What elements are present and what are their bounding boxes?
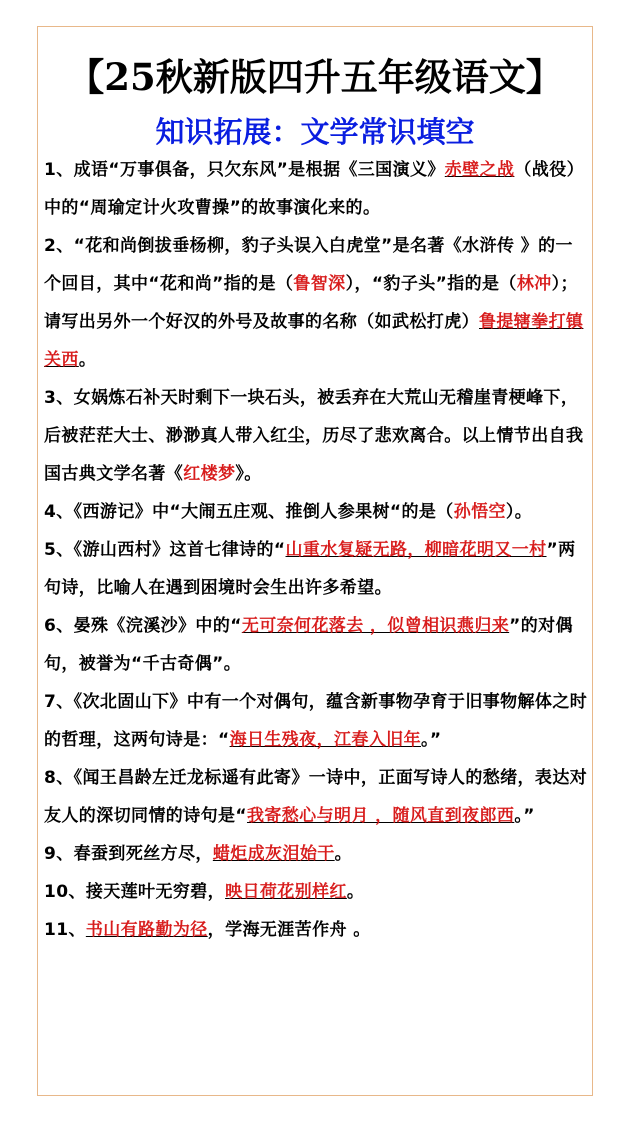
answer-text: 红楼梦 xyxy=(183,464,236,484)
question-list xyxy=(44,151,590,949)
answer-text: 海日生残夜，江春入旧年 xyxy=(229,730,421,750)
page-title: 【25秋新版四升五年级语文】 xyxy=(67,55,563,99)
question-text: 3、女娲炼石补天时剩下一块石头，被丢弃在大荒山无稽崖青梗峰下，后被茫茫大士、渺渺真人带入红尘，历尽了悲欢离合。以上情节出自我国古典文学名著《 xyxy=(44,388,584,484)
list-item xyxy=(44,683,590,759)
answer-text: 映日荷花别样红 xyxy=(225,882,347,902)
question-text: ），“豹子头”指的是（ xyxy=(345,274,517,294)
question-text: 。” xyxy=(420,730,442,750)
list-item xyxy=(44,151,590,227)
answer-text: 鲁智深 xyxy=(293,274,346,294)
list-item xyxy=(44,379,590,493)
answer-text: 无可奈何花落去 ，似曾相识燕归来 xyxy=(241,616,510,636)
question-text: ）；请写出另外一个好汉的外号及故事的名称（如武松打虎） xyxy=(44,274,578,332)
list-item xyxy=(44,227,590,379)
question-text: ）。 xyxy=(505,502,533,522)
answer-text: 林冲 xyxy=(516,274,552,294)
question-text: 》。 xyxy=(235,464,262,484)
question-text: 8、《闻王昌龄左迁龙标遥有此寄》一诗中，正面写诗人的愁绪，表达对友人的深切同情的诗句是“ xyxy=(44,768,588,826)
question-text: ，学海无涯苦作舟 。 xyxy=(207,920,371,940)
answer-text: 我寄愁心与明月 ，随风直到夜郎西 xyxy=(246,806,515,826)
question-text: 10、接天莲叶无穷碧， xyxy=(44,882,226,902)
list-item xyxy=(44,531,590,607)
question-text: 9、春蚕到死丝方尽， xyxy=(44,844,213,864)
question-text: 5、《游山西村》这首七律诗的“ xyxy=(44,540,286,560)
answer-text: 鲁提辖拳打镇关西 xyxy=(44,312,584,370)
list-item xyxy=(44,835,590,873)
list-item xyxy=(44,873,590,911)
question-text: 7、《次北固山下》中有一个对偶句，蕴含新事物孕育于旧事物解体之时的哲理，这两句诗是：“ xyxy=(44,692,588,750)
question-text: 。” xyxy=(514,806,535,826)
question-text: ”的对偶句，被誉为“千古奇偶”。 xyxy=(44,616,573,674)
list-item xyxy=(44,911,590,949)
question-text: ”两句诗，比喻人在遇到困境时会生出许多希望。 xyxy=(44,540,576,598)
list-item xyxy=(44,759,590,835)
question-text: 4、《西游记》中“大闹五庄观、推倒人参果树“的是（ xyxy=(44,502,454,522)
answer-text: 孙悟空 xyxy=(453,502,506,522)
question-text: 6、晏殊《浣溪沙》中的“ xyxy=(44,616,242,636)
question-text: 。 xyxy=(346,882,365,902)
list-item xyxy=(44,607,590,683)
answer-text: 山重水复疑无路，柳暗花明又一村 xyxy=(285,540,547,560)
list-item xyxy=(44,493,590,531)
page-subtitle: 知识拓展：文学常识填空 xyxy=(155,115,475,149)
question-text: （战役）中的“周瑜定计火攻曹操”的故事演化来的。 xyxy=(44,160,584,218)
answer-text: 赤壁之战 xyxy=(444,160,515,180)
question-text: 1、成语“万事俱备，只欠东风”是根据《三国演义》 xyxy=(44,160,445,180)
answer-text: 蜡炬成灰泪始干 xyxy=(212,844,335,864)
question-text: 11、 xyxy=(44,920,86,940)
question-text: 。 xyxy=(78,350,97,370)
answer-text: 书山有路勤为径 xyxy=(85,920,208,940)
question-text: 2、“花和尚倒拔垂杨柳，豹子头误入白虎堂”是名著《水浒传 》的一个回目，其中“花和尚”指的是（ xyxy=(44,236,573,294)
question-text: 。 xyxy=(334,844,353,864)
